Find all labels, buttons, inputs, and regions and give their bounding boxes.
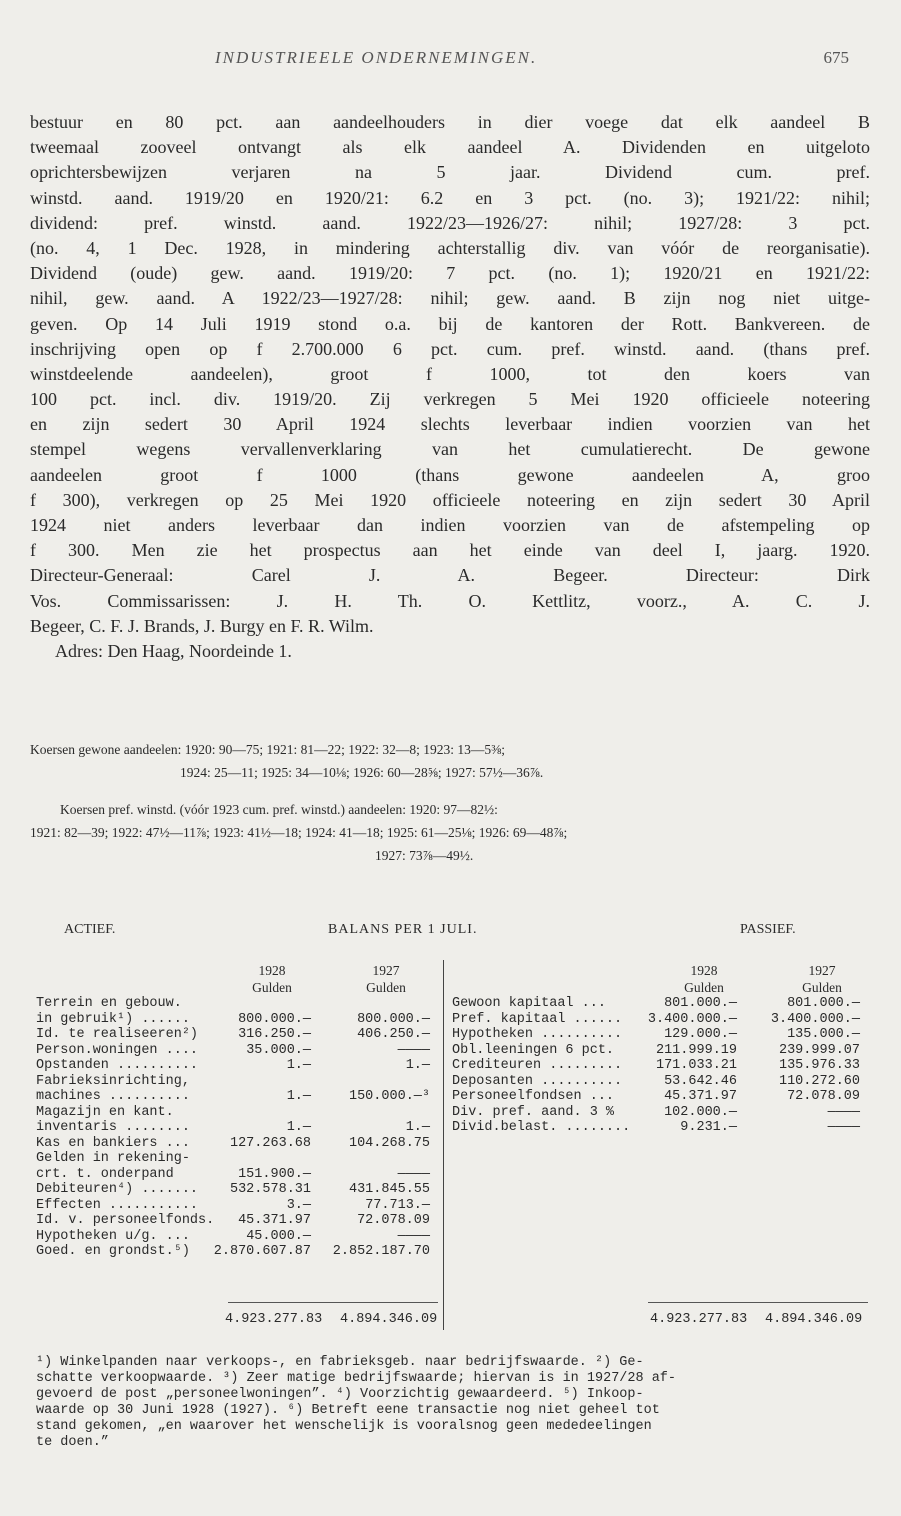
value-1927: 72.078.09 [357,1213,430,1228]
value-1928: 45.371.97 [238,1213,311,1228]
text-line: 1924 niet anders leverbaar dan indien voorzien van de afstempeling op [30,515,870,535]
value-1927: 801.000.— [787,996,860,1011]
table-row [36,1089,436,1105]
total-rule-passief [648,1302,868,1303]
value-1927: ———— [827,1120,860,1135]
table-row [36,1229,436,1245]
text-line: f 300), verkregen op 25 Mei 1920 officieele noteering en zijn sedert 30 April [30,489,870,510]
value-1928: 3.— [286,1197,311,1213]
row-label: Person.woningen .... [36,1042,199,1058]
text-line: geven. Op 14 Juli 1919 stond o.a. bij de kantoren der Rott. Bankvereen. de [30,313,870,334]
passief-table [452,996,872,1136]
table-row [452,1043,872,1059]
text-line: Begeer, C. F. J. Brands, J. Burgy en F. R. Wilm. [30,615,374,636]
text-line: bestuur en 80 pct. aan aandeelhouders in dier voege dat elk aandeel B [30,112,870,132]
row-label: Debiteuren⁴) ....... [36,1182,199,1197]
row-label: Divid.belast. ........ [452,1120,631,1135]
value-1928: 1.— [286,1058,311,1073]
footnote-line: gevoerd de post „personeelwoningen”. ⁴) Voorzichtig gewaardeerd. ⁵) Inkoop- [36,1387,644,1402]
value-1927: 77.713.— [365,1197,430,1213]
running-head: INDUSTRIEELE ONDERNEMINGEN. [215,48,538,67]
value-1928: 1.— [286,1089,311,1104]
table-row [36,1043,436,1059]
page-number: 675 [823,48,849,67]
value-1927: ———— [827,1104,860,1120]
col-header-1927-actief: 1927 Gulden [366,963,406,995]
value-1927: 1.— [405,1058,430,1073]
table-row [452,1027,872,1043]
text-line: winstd. aand. 1919/20 en 1920/21: 6.2 en 3 pct. (no. 3); 1921/22: nihil; [30,187,870,208]
row-label: Obl.leeningen 6 pct. [452,1042,615,1058]
value-1928: 2.870.607.87 [213,1244,311,1259]
col-header-1928-actief: 1928 Gulden [252,963,292,995]
value-1927: ———— [397,1228,430,1244]
value-1928: 53.642.46 [664,1073,737,1089]
value-1928: 45.371.97 [664,1089,737,1104]
body-text [30,110,870,664]
address-line: Adres: Den Haag, Noordeinde 1. [55,640,292,661]
total-actief-1928: 4.923.277.83 [225,1312,323,1327]
value-1927: 104.268.75 [348,1135,430,1151]
row-label: Crediteuren ......... [452,1058,623,1073]
table-row [452,1105,872,1121]
table-row [36,1105,436,1121]
text-line: Vos. Commissarissen: J. H. Th. O. Kettlitz, voorz., A. C. J. [30,590,870,611]
text-line: inschrijving open op f 2.700.000 6 pct. cum. pref. winstd. aand. (thans pref. [30,338,870,359]
table-row [36,1167,436,1183]
value-1928: 129.000.— [664,1027,737,1042]
value-1927: 3.400.000.— [770,1011,860,1027]
row-label: Hypotheken .......... [452,1027,623,1042]
row-label: Pref. kapitaal ...... [452,1011,623,1027]
footnote-line: te doen.” [36,1435,109,1450]
row-label: in gebruik¹) ...... [36,1011,190,1027]
text-line: aandeelen groot f 1000 (thans gewone aandeelen A, groo [30,464,870,485]
row-label: Kas en bankiers ... [36,1135,190,1151]
table-row [36,1198,436,1214]
row-label: Id. te realiseeren²) [36,1027,199,1042]
footnotes [36,1355,872,1451]
footnote-line: waarde op 30 Juni 1928 (1927). ⁶) Betreft eene transactie nog niet geheel tot [36,1403,660,1418]
koersen-line: Koersen pref. winstd. (vóór 1923 cum. pref. winstd.) aandeelen: 1920: 97—82½: [60,802,498,817]
text-line: 100 pct. incl. div. 1919/20. Zij verkregen 5 Mei 1920 officieele noteering [30,389,870,410]
value-1927: 135.000.— [787,1027,860,1042]
text-line: winstdeelende aandeelen), groot f 1000, tot den koers van [30,363,870,384]
col-header-1927-passief: 1927 Gulden [802,963,842,995]
column-divider [443,960,444,1330]
page-header [0,48,901,74]
table-row [36,1182,436,1198]
value-1928: 171.033.21 [655,1058,737,1073]
value-1927: 2.852.187.70 [332,1244,430,1259]
koersen-line: 1924: 25—11; 1925: 34—10⅛; 1926: 60—28⅝; 1927: 57½—36⅞. [180,765,544,780]
actief-table [36,996,436,1260]
text-line: stempel wegens vervallenverklaring van het cumulatierecht. De gewone [30,439,870,460]
total-rule-actief [228,1302,438,1303]
value-1928: 3.400.000.— [647,1011,737,1027]
row-label: Goed. en grondst.⁵) [36,1244,190,1259]
value-1928: 211.999.19 [655,1042,737,1058]
row-label: Gelden in rekening- [36,1151,190,1166]
total-passief-1927: 4.894.346.09 [765,1312,863,1327]
koersen-line: 1921: 82—39; 1922: 47½—11⅞; 1923: 41½—18; 1924: 41—18; 1925: 61—25⅛; 1926: 69—48⅞; [30,825,568,840]
value-1927: 800.000.— [357,1011,430,1027]
value-1928: 800.000.— [238,1011,311,1027]
row-label: Magazijn en kant. [36,1104,174,1120]
table-row [452,1074,872,1090]
value-1928: 102.000.— [664,1104,737,1120]
value-1927: 135.976.33 [778,1058,860,1073]
row-label: crt. t. onderpand [36,1166,174,1182]
value-1927: 406.250.— [357,1027,430,1042]
passief-label: PASSIEF. [740,922,796,937]
footnote-line: stand gekomen, „en waarover het wenschelijk is vooralsnog geen mededeelingen [36,1419,652,1434]
value-1927: 1.— [405,1120,430,1135]
row-label: Fabrieksinrichting, [36,1073,190,1089]
row-label: Opstanden .......... [36,1058,199,1073]
value-1927: 431.845.55 [348,1182,430,1197]
table-row [36,1027,436,1043]
table-row [36,1058,436,1074]
value-1928: 1.— [286,1120,311,1135]
total-actief-1927: 4.894.346.09 [340,1312,438,1327]
table-row [452,1120,872,1136]
footnote-line: ¹) Winkelpanden naar verkoops-, en fabrieksgeb. naar bedrijfswaarde. ²) Ge- [36,1355,644,1370]
value-1928: 151.900.— [238,1166,311,1182]
row-label: Hypotheken u/g. ... [36,1228,190,1244]
actief-label: ACTIEF. [64,922,116,937]
value-1928: 801.000.— [664,996,737,1011]
text-line: oprichtersbewijzen verjaren na 5 jaar. Dividend cum. pref. [30,162,870,183]
value-1927: 72.078.09 [787,1089,860,1104]
row-label: inventaris ........ [36,1120,190,1135]
value-1927: 150.000.—³ [348,1089,430,1104]
text-line: nihil, gew. aand. A 1922/23—1927/28: nihil; gew. aand. B zijn nog niet uitge- [30,288,870,309]
total-passief-1928: 4.923.277.83 [650,1312,748,1327]
koersen-gewone [30,738,870,784]
value-1927: ———— [397,1166,430,1182]
row-label: Id. v. personeelfonds. [36,1213,215,1228]
value-1928: 9.231.— [680,1120,737,1135]
row-label: Deposanten .......... [452,1073,623,1089]
table-row [36,1136,436,1152]
row-label: Personeelfondsen ... [452,1089,615,1104]
value-1928: 45.000.— [246,1228,311,1244]
table-row [36,1012,436,1028]
balans-heading [0,922,901,944]
row-label: Effecten ........... [36,1197,199,1213]
table-row [452,1012,872,1028]
text-line: Directeur-Generaal: Carel J. A. Begeer. Directeur: Dirk [30,565,870,586]
value-1928: 316.250.— [238,1027,311,1042]
text-line: Dividend (oude) gew. aand. 1919/20: 7 pct. (no. 1); 1920/21 en 1921/22: [30,263,870,284]
value-1928: 127.263.68 [229,1135,311,1151]
value-1927: 110.272.60 [778,1073,860,1089]
koersen-pref [30,798,870,867]
table-row [36,1120,436,1136]
row-label: Div. pref. aand. 3 % [452,1104,615,1120]
text-line: f 300. Men zie het prospectus aan het einde van deel I, jaarg. 1920. [30,540,870,561]
footnote-line: schatte verkoopwaarde. ³) Zeer matige bedrijfswaarde; hiervan is in 1927/28 af- [36,1371,677,1386]
row-label: machines .......... [36,1089,190,1104]
koersen-line: 1927: 73⅞—49½. [375,848,474,863]
value-1928: 532.578.31 [229,1182,311,1197]
text-line: en zijn sedert 30 April 1924 slechts leverbaar indien voorzien van het [30,414,870,435]
value-1927: 239.999.07 [778,1042,860,1058]
table-row [36,1244,436,1260]
balans-title: BALANS PER 1 JULI. [328,922,478,937]
text-line: tweemaal zooveel ontvangt als elk aandeel A. Dividenden en uitgeloto [30,137,870,158]
value-1927: ———— [397,1042,430,1058]
col-header-1928-passief: 1928 Gulden [684,963,724,995]
text-line: (no. 4, 1 Dec. 1928, in mindering achterstallig div. van vóór de reorganisatie). [30,237,870,258]
table-row [36,996,436,1012]
table-row [452,1058,872,1074]
value-1928: 35.000.— [246,1042,311,1058]
row-label: Gewoon kapitaal ... [452,996,606,1011]
table-row [36,1213,436,1229]
text-line: dividend: pref. winstd. aand. 1922/23—1926/27: nihil; 1927/28: 3 pct. [30,212,870,233]
table-row [36,1074,436,1090]
table-row [452,1089,872,1105]
row-label: Terrein en gebouw. [36,996,182,1011]
table-row [36,1151,436,1167]
table-row [452,996,872,1012]
koersen-line: Koersen gewone aandeelen: 1920: 90—75; 1921: 81—22; 1922: 32—8; 1923: 13—5⅜; [30,742,506,757]
